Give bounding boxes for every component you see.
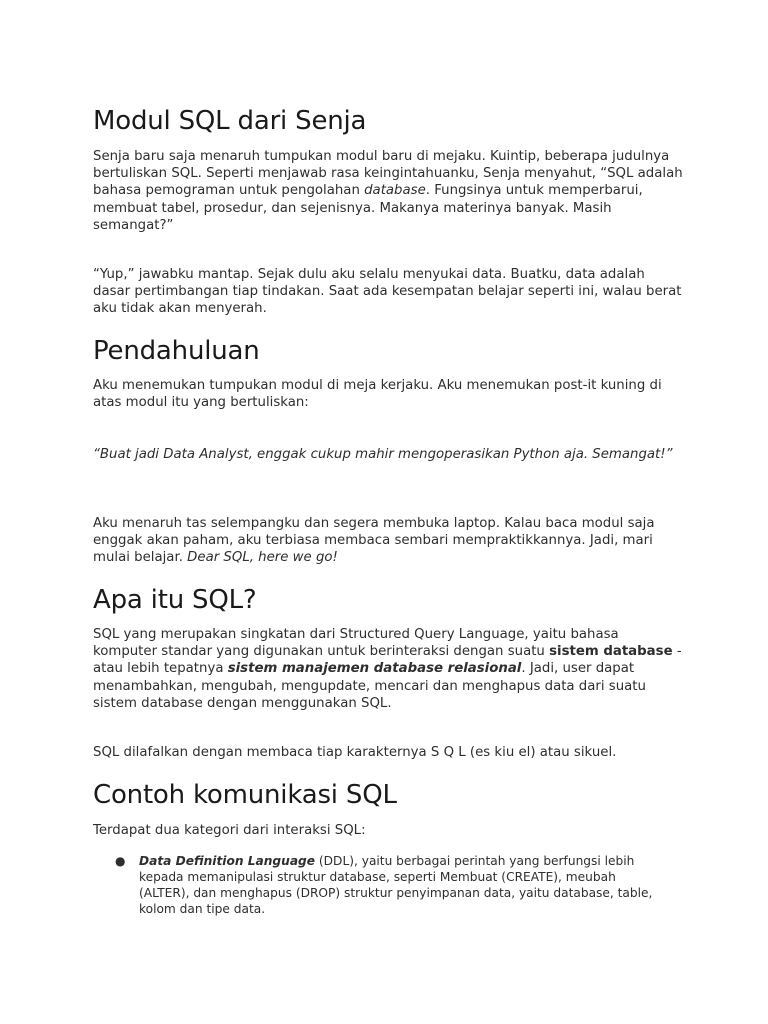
sql-p1-text-a: SQL yang merupakan singkatan dari Structured Query Language, yaitu bahasa komputer standar yang digunakan untuk berinteraksi dengan suatu — [93, 627, 619, 660]
sql-paragraph-2: SQL dilafalkan dengan membaca tiap karakternya S Q L (es kiu el) atau sikuel. — [93, 745, 617, 760]
dear-sql-emphasis: Dear SQL, here we go! — [187, 550, 338, 566]
sql-category-list — [93, 853, 653, 917]
postit-quote — [93, 446, 683, 463]
pendahuluan-paragraph-3 — [93, 515, 683, 567]
ddl-term: Data Definition Language — [139, 854, 316, 868]
pendahuluan-paragraph-1: Aku menemukan tumpukan modul di meja kerjaku. Aku menemukan post-it kuning di atas modul itu yang bertuliskan: — [93, 378, 662, 411]
bullet-icon: ● — [115, 854, 126, 868]
pendahuluan-p3-text: Aku menaruh tas selempangku dan segera membuka laptop. Kalau baca modul saja enggak akan paham, aku terbiasa membaca sembari mempraktikkannya. Jadi, mari mulai belajar. — [93, 516, 655, 566]
contoh-paragraph-1: Terdapat dua kategori dari interaksi SQL: — [93, 823, 366, 838]
sql-paragraph-1 — [93, 626, 683, 712]
intro-text-b: . Fungsinya untuk memperbarui, membuat tabel, prosedur, dan sejenisnya. Makanya materinya banyak. Masih semangat?” — [93, 183, 643, 233]
intro-emphasis-database: database — [364, 183, 426, 199]
heading-contoh-komunikasi: Contoh komunikasi SQL — [93, 780, 397, 810]
postit-quote-text: “Buat jadi Data Analyst, enggak cukup mahir mengoperasikan Python aja. Semangat!” — [93, 447, 673, 462]
intro-paragraph-1 — [93, 148, 683, 234]
document-title: Modul SQL dari Senja — [93, 106, 367, 136]
sistem-database-bold: sistem database — [549, 644, 673, 660]
intro-text-a: Senja baru saja menaruh tumpukan modul baru di mejaku. Kuintip, beberapa judulnya bertuliskan SQL. Seperti menjawab rasa keingintahuanku, Senja menyahut, “SQL adalah bahasa pemograman untuk pengolahan — [93, 149, 683, 199]
heading-pendahuluan: Pendahuluan — [93, 336, 260, 366]
sql-p1-text-d: . Jadi, user dapat menambahkan, mengubah, mengupdate, mencari dan menghapus data dari suatu sistem database dengan menggunakan SQL. — [93, 661, 646, 711]
ddl-description: (DDL), yaitu berbagai perintah yang berfungsi lebih kepada memanipulasi struktur database, seperti Membuat (CREATE), meubah (ALTER), dan menghapus (DROP) struktur penyimpanan data, yaitu database, table, kolom dan tipe data. — [139, 854, 653, 916]
sistem-manajemen-bold-italic: sistem manajemen database relasional — [227, 661, 522, 677]
list-item-ddl — [93, 853, 653, 917]
sql-p1-text-c: - atau lebih tepatnya — [93, 644, 682, 677]
heading-apa-itu-sql: Apa itu SQL? — [93, 585, 257, 615]
intro-paragraph-2: “Yup,” jawabku mantap. Sejak dulu aku selalu menyukai data. Buatku, data adalah dasar pertimbangan tiap tindakan. Saat ada kesempatan belajar seperti ini, walau berat aku tidak akan menyerah. — [93, 267, 682, 317]
